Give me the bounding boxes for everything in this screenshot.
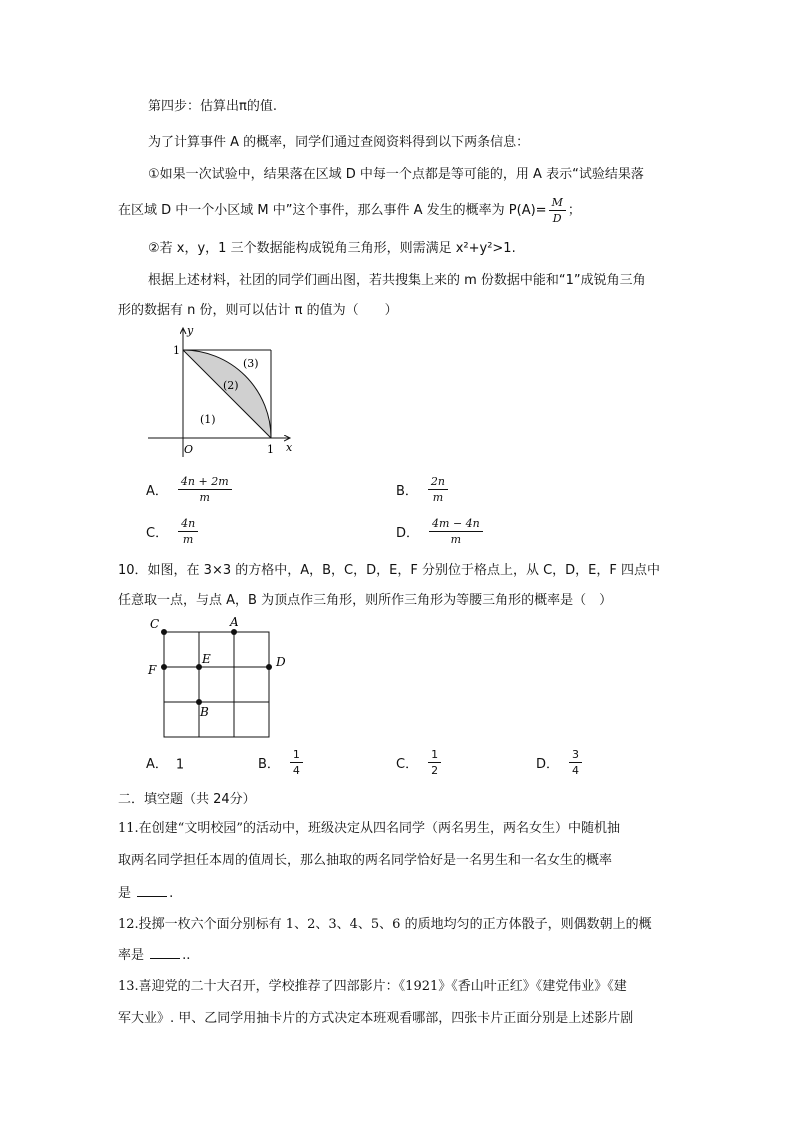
region1-label: (1) bbox=[200, 413, 216, 426]
q11-line3: 是 . bbox=[118, 886, 174, 901]
step4-text: 第四步：估算出π的值. bbox=[148, 99, 277, 114]
x-one-label: 1 bbox=[267, 443, 274, 456]
info1-line2 bbox=[118, 196, 581, 226]
answer-blank[interactable] bbox=[150, 946, 180, 959]
q10-line2: 任意取一点，与点 A，B 为顶点作三角形，则所作三角形为等腰三角形的概率是（ ） bbox=[118, 593, 613, 608]
q9-option-d[interactable]: D． $\frac{4m - 4n}{m}$ bbox=[396, 517, 485, 546]
point-a bbox=[231, 629, 237, 635]
quarter-circle-figure bbox=[140, 322, 310, 462]
point-d bbox=[266, 664, 272, 670]
q13-line2: 军大业》. 甲、乙同学用抽卡片的方式决定本班观看哪部，四张卡片正面分别是上述影片剧 bbox=[118, 1011, 634, 1026]
probability-fraction bbox=[549, 196, 566, 225]
fraction-numerator: M bbox=[549, 196, 566, 211]
y-axis-label: y bbox=[187, 324, 194, 337]
q11-line1: 11.在创建“文明校园”的活动中，班级决定从四名同学（两名男生，两名女生）中随机抽 bbox=[118, 821, 620, 836]
info-intro-text: 为了计算事件 A 的概率，同学们通过查阅资料得到以下两条信息： bbox=[148, 135, 530, 150]
grid-border bbox=[164, 632, 269, 737]
point-b-label: B bbox=[200, 705, 209, 719]
q10-option-d[interactable]: D． $\frac{3}{4}$ bbox=[536, 748, 584, 777]
q10-option-b[interactable]: B． $\frac{1}{4}$ bbox=[258, 748, 305, 777]
region2-label: (2) bbox=[223, 379, 239, 392]
info1-line1: ①如果一次试验中，结果落在区域 D 中每一个点都是等可能的，用 A 表示“试验结果落 bbox=[148, 167, 644, 182]
q11-line2: 取两名同学担任本周的值周长，那么抽取的两名同学恰好是一名男生和一名女生的概率 bbox=[118, 853, 613, 868]
point-d-label: D bbox=[276, 655, 286, 669]
y-one-label: 1 bbox=[173, 344, 180, 357]
section-heading: 二．填空题（共 24分） bbox=[118, 792, 256, 807]
q9-option-c[interactable]: C． $\frac{4n}{m}$ bbox=[146, 517, 200, 546]
point-a-label: A bbox=[230, 615, 239, 629]
q10-option-c[interactable]: C． $\frac{1}{2}$ bbox=[396, 748, 443, 777]
para-line1: 根据上述材料，社团的同学们画出图，若共搜集上来的 m 份数据中能和“1”成锐角三角 bbox=[148, 273, 646, 288]
fraction-denominator: D bbox=[552, 212, 562, 225]
point-e-label: E bbox=[202, 652, 211, 666]
q13-line1: 13.喜迎党的二十大召开，学校推荐了四部影片：《1921》《香山叶正红》《建党伟业》《建 bbox=[118, 979, 627, 994]
q10-option-a[interactable]: A． 1 bbox=[146, 757, 185, 773]
q12-line2: 率是 .. bbox=[118, 948, 191, 963]
q9-option-b[interactable]: B． $\frac{2n}{m}$ bbox=[396, 475, 450, 504]
answer-blank[interactable] bbox=[137, 884, 167, 897]
q12-line1: 12.投掷一枚六个面分别标有 1、2、3、4、5、6 的质地均匀的正方体骰子，则偶数朝上的概 bbox=[118, 917, 652, 932]
q10-line1: 10．如图，在 3×3 的方格中，A，B，C，D，E，F 分别位于格点上，从 C，D，E，F 四点中 bbox=[118, 563, 661, 578]
q9-option-a[interactable]: A． $\frac{4n + 2m}{m}$ bbox=[146, 475, 234, 504]
point-f bbox=[161, 664, 167, 670]
info2-text: ②若 x，y，1 三个数据能构成锐角三角形，则需满足 x²+y²>1. bbox=[148, 241, 516, 256]
point-c bbox=[161, 629, 167, 635]
point-c-label: C bbox=[150, 617, 160, 631]
grid-figure bbox=[140, 612, 300, 742]
origin-label: O bbox=[184, 443, 194, 456]
para-line2: 形的数据有 n 份，则可以估计 π 的值为（ ） bbox=[118, 303, 398, 318]
info1-line2-prefix: 在区域 D 中一个小区域 M 中”这个事件，那么事件 A 发生的概率为 P(A)= bbox=[118, 203, 547, 218]
x-axis-label: x bbox=[286, 441, 293, 454]
point-f-label: F bbox=[148, 663, 157, 677]
info1-line2-suffix: ； bbox=[567, 203, 581, 218]
region3-label: (3) bbox=[243, 357, 259, 370]
